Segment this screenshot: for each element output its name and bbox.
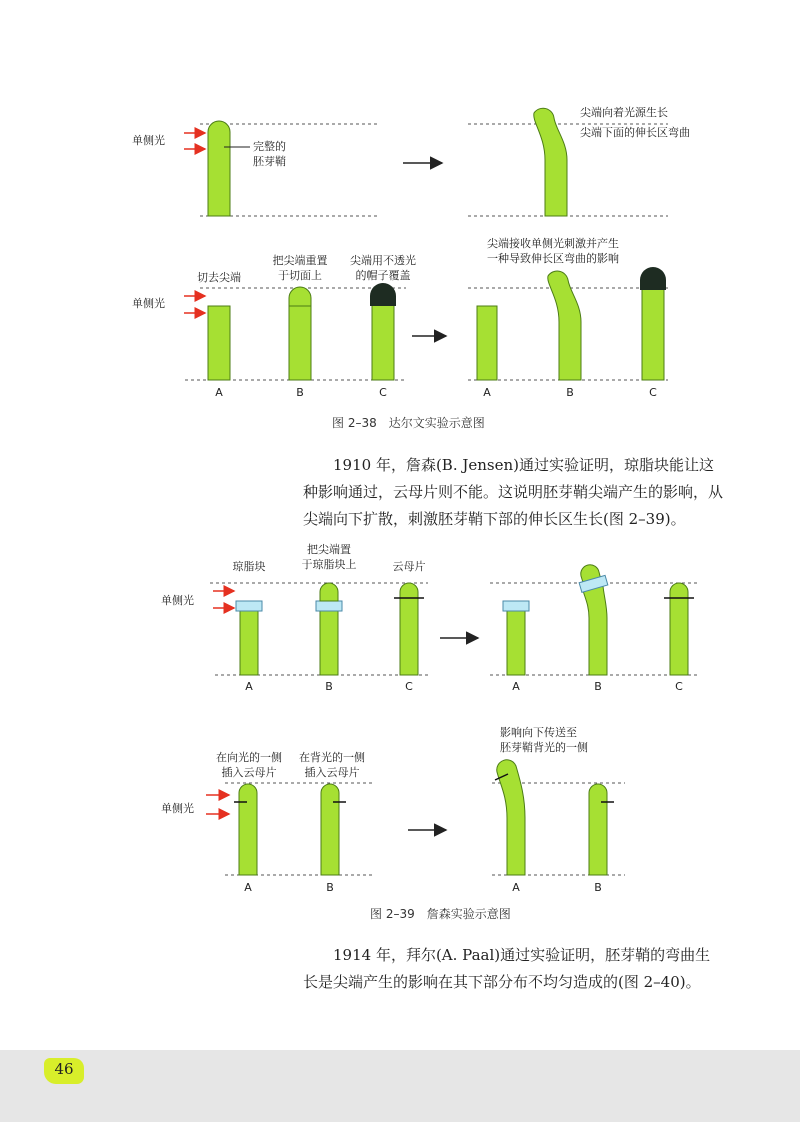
light-label: 单侧光 — [132, 134, 165, 147]
figure-caption: 图 2–39 詹森实验示意图 — [370, 907, 511, 921]
tip-on-agar-label-line2: 于琼脂块上 — [301, 558, 357, 571]
condition-b-label-line2: 于切面上 — [278, 269, 322, 282]
coleoptile-mica — [400, 583, 418, 675]
mica-label: 云母片 — [392, 560, 426, 573]
letter-a: A — [512, 680, 520, 693]
coleoptile-bent — [534, 108, 567, 216]
intact-label-line2: 胚芽鞘 — [253, 155, 286, 168]
condition-c-label-line1: 尖端用不透光 — [350, 254, 416, 267]
coleoptile-mica-light-side — [239, 784, 257, 875]
light-label: 单侧光 — [132, 297, 165, 310]
letter-b: B — [296, 386, 304, 399]
condition-b-label-line1: 把尖端重置 — [272, 254, 328, 267]
opaque-cap — [640, 267, 666, 290]
fig239-row1 — [210, 565, 700, 675]
coleoptile-straight-result — [589, 784, 607, 875]
coleoptile-body — [240, 610, 258, 675]
result-label-line1: 影响向下传送至 — [500, 726, 577, 739]
letter-c: C — [649, 386, 657, 399]
coleoptile-bent-result — [548, 271, 581, 380]
coleoptile-decapitated-result — [477, 306, 497, 380]
intact-label-line1: 完整的 — [253, 140, 286, 153]
tip-on-agar — [320, 583, 338, 601]
result-label-line2: 胚芽鞘背光的一侧 — [500, 741, 588, 754]
coleoptile-body — [289, 306, 311, 380]
coleoptile-decapitated — [208, 306, 230, 380]
letter-a: A — [245, 680, 253, 693]
letter-b: B — [566, 386, 574, 399]
result-label-line1: 尖端接收单侧光刺激并产生 — [487, 237, 619, 250]
agar-block — [236, 601, 262, 611]
coleoptile-mica-shade-side — [321, 784, 339, 875]
letter-c: C — [405, 680, 413, 693]
letter-b: B — [325, 680, 333, 693]
mica-shade-side-label-line2: 插入云母片 — [304, 766, 360, 779]
result-label-line2: 一种导致伸长区弯曲的影响 — [487, 252, 619, 265]
letter-a: A — [483, 386, 491, 399]
condition-c-label-line2: 的帽子覆盖 — [355, 269, 411, 282]
coleoptile-body — [507, 610, 525, 675]
condition-a-label: 切去尖端 — [197, 271, 241, 284]
letter-b: B — [594, 680, 602, 693]
letter-c: C — [675, 680, 683, 693]
page-footer-band — [0, 1050, 800, 1122]
body-paragraph: 1910 年，詹森(B. Jensen)通过实验证明，琼脂块能让这种影响通过，云母片则不能。这说明胚芽鞘尖端产生的影响，从尖端向下扩散，刺激胚芽鞘下部的伸长区生长(图 2–39)。 — [303, 456, 724, 528]
letter-a: A — [244, 881, 252, 894]
result-label-line2: 尖端下面的伸长区弯曲 — [580, 126, 690, 139]
mica-light-side-label-line1: 在向光的一侧 — [216, 751, 282, 764]
light-label: 单侧光 — [161, 802, 194, 815]
mica-shade-side-label-line1: 在背光的一侧 — [299, 751, 365, 764]
agar-block — [316, 601, 342, 611]
body-paragraph: 1914 年，拜尔(A. Paal)通过实验证明，胚芽鞘的弯曲生长是尖端产生的影响在其下部分布不均匀造成的(图 2–40)。 — [303, 946, 711, 991]
figure-caption: 图 2–38 达尔文实验示意图 — [332, 416, 485, 430]
letter-b: B — [594, 881, 602, 894]
letter-c: C — [379, 386, 387, 399]
coleoptile-body — [320, 610, 338, 675]
letter-a: A — [215, 386, 223, 399]
coleoptile-bent-result — [583, 586, 607, 675]
replaced-tip — [289, 287, 311, 306]
coleoptile-intact — [208, 121, 230, 216]
page-number: 46 — [54, 1060, 74, 1078]
mica-light-side-label-line2: 插入云母片 — [221, 766, 277, 779]
letter-a: A — [512, 881, 520, 894]
agar-label: 琼脂块 — [232, 560, 266, 573]
tip-on-agar-label-line1: 把尖端置 — [307, 543, 351, 556]
opaque-cap — [370, 283, 396, 306]
coleoptile-mica-result — [670, 583, 688, 675]
light-label: 单侧光 — [161, 594, 194, 607]
result-label-line1: 尖端向着光源生长 — [580, 106, 668, 119]
letter-b: B — [326, 881, 334, 894]
agar-block — [503, 601, 529, 611]
